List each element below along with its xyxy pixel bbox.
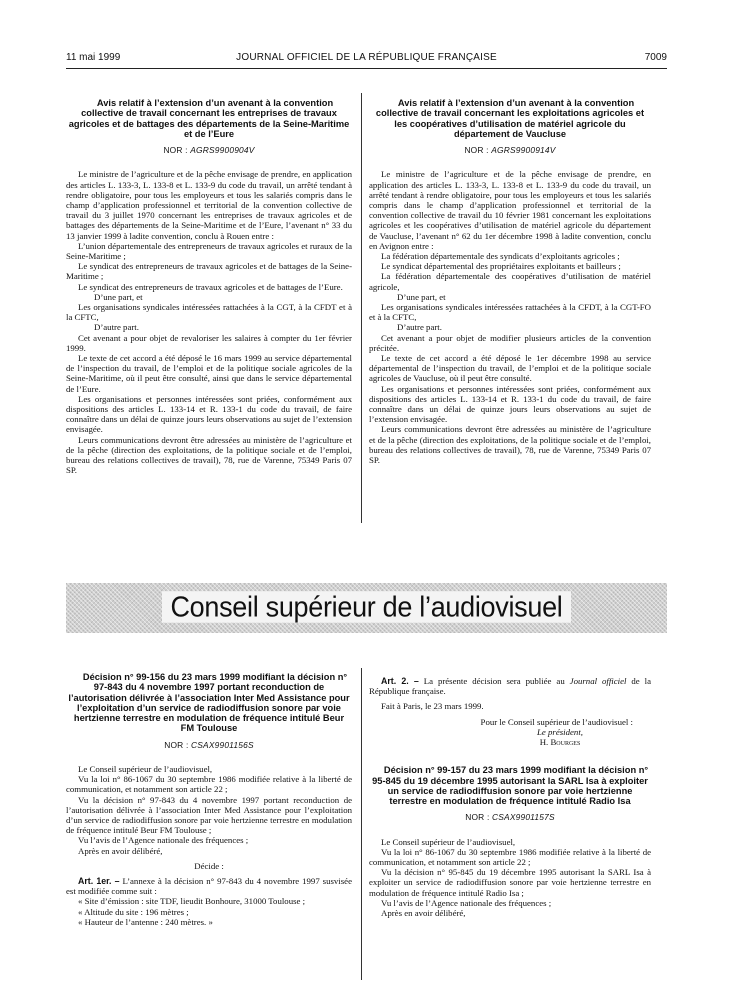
article-text: L’annexe à la décision n° 97-843 du 4 novembre 1997 susvisée est modifiée comme suit : <box>66 876 352 897</box>
paragraph: Les organisations syndicales intéressées rattachées à la CGT, à la CFDT et à la CFTC, <box>66 302 352 323</box>
paragraph: L’union départementale des entrepreneurs de travaux agricoles et ruraux de la Seine-Maritime ; <box>66 240 352 262</box>
paragraph: Vu l’avis de l’Agence nationale des fréquences ; <box>381 897 552 908</box>
avis-seine-maritime-eure <box>66 98 352 475</box>
nor-reference <box>369 145 651 155</box>
paragraph: Vu la décision n° 97-843 du 4 novembre 1997 portant reconduction de l’autorisation délivrée à l’association Inter Med Assistance pour l’exploitation d’un service de radiodiffusion sonore par voie hertzienne terrestre en modulation de fréquence intitulé Beur FM Toulouse ; <box>66 794 352 836</box>
header-date: 11 mai 1999 <box>66 52 121 63</box>
paragraph: Le Conseil supérieur de l’audiovisuel, <box>381 836 516 847</box>
paragraph: Après en avoir délibéré, <box>78 845 163 856</box>
paragraph: Cet avenant a pour objet de modifier plusieurs articles de la convention précitée. <box>369 332 651 353</box>
nor-code: AGRS9900904V <box>190 145 255 156</box>
decision-99-156 <box>66 672 352 927</box>
signature-for: Pour le Conseil supérieur de l’audiovisuel : <box>480 716 633 727</box>
avis-vaucluse <box>369 98 651 465</box>
paragraph: Les organisations et personnes intéressées sont priées, conformément aux dispositions des articles L. 133-14 et R. 133-1 du code du travail, de faire connaître dans un délai de quinze jours leurs observations au sujet de l’extension envisagée. <box>66 393 352 435</box>
page-header <box>66 52 667 68</box>
list-item: « Altitude du site : 196 mètres ; <box>78 906 189 917</box>
nor-label: NOR : <box>465 812 490 823</box>
paragraph: Vu la loi n° 86-1067 du 30 septembre 1986 modifiée relative à la liberté de communication, et notamment son article 22 ; <box>66 774 352 795</box>
paragraph: La fédération départementale des coopératives d’utilisation de matériel agricole, <box>369 271 651 292</box>
article-label: Art. 2. – <box>381 676 419 686</box>
paragraph: Le syndicat des entrepreneurs de travaux agricoles et de battages de la Seine-Maritime ; <box>66 261 352 282</box>
paragraph: La fédération départementale des syndicats d’exploitants agricoles ; <box>381 251 620 262</box>
paragraph: Le ministre de l’agriculture et de la pêche envisage de prendre, en application des articles L. 133-3, L. 133-8 et L. 133-9 du code du travail, un arrêté tendant à rendre obligatoire, pour tous les employeurs et tous les salariés compris dans le champ d’application professionnel et territorial de la convention collective de travail du 10 février 1981 concernant les exploitations agricoles et les coopératives d’utilisation de matériel agricole du département de Vaucluse, l’avenant n° 62 du 1er décembre 1998 à ladite convention, conclu en Avignon entre : <box>369 169 651 251</box>
nor-label: NOR : <box>464 145 489 156</box>
paragraph: Après en avoir délibéré, <box>381 908 466 919</box>
paragraph: Le texte de cet accord a été déposé le 1er décembre 1998 au service départemental de l’inspection du travail, de l’emploi et de la politique sociale agricoles de Vaucluse, où il peut être consulté. <box>369 353 651 384</box>
column-divider-top <box>361 93 362 523</box>
party-line: D’autre part. <box>397 322 442 333</box>
article-text: La présente décision sera publiée au <box>423 676 565 686</box>
journal-reference: Journal officiel <box>569 676 627 686</box>
nor-reference <box>66 145 352 155</box>
nor-code: CSAX9901156S <box>191 739 254 750</box>
article-label: Art. 1er. – <box>78 876 120 887</box>
article-2 <box>369 676 651 696</box>
header-journal-title: JOURNAL OFFICIEL DE LA RÉPUBLIQUE FRANÇAISE <box>236 52 497 63</box>
paragraph: Le syndicat des entrepreneurs de travaux agricoles et de battages de l’Eure. <box>78 281 343 292</box>
place-date: Fait à Paris, le 23 mars 1999. <box>381 701 484 712</box>
nor-label: NOR : <box>163 145 188 156</box>
nor-reference <box>66 740 352 750</box>
notice-title: Avis relatif à l’extension d’un avenant à la convention collective de travail concernant les entreprises de travaux agricoles et de battages des départements de la Seine-Maritime et de l’Eure <box>68 98 350 139</box>
party-line: D’autre part. <box>94 322 139 333</box>
paragraph: Le texte de cet accord a été déposé le 16 mars 1999 au service départemental de l’inspection du travail, de l’emploi et de la politique sociale agricoles de la Seine-Maritime, où il peut être consulté, ainsi que dans le service départemental de l’Eure. <box>66 353 352 394</box>
paragraph: Le Conseil supérieur de l’audiovisuel, <box>78 763 213 774</box>
paragraph: Vu l’avis de l’Agence nationale des fréquences ; <box>78 835 249 846</box>
party-line: D’une part, et <box>397 291 446 302</box>
list-item: « Hauteur de l’antenne : 240 mètres. » <box>78 916 213 927</box>
header-rule <box>66 68 667 69</box>
paragraph: Vu la décision n° 95-845 du 19 décembre 1995 autorisant la SARL Isa à exploiter un service de radiodiffusion sonore par voie hertzienne terrestre en modulation de fréquence intitulé Radio Isa ; <box>369 867 651 898</box>
signature-role: Le président, <box>537 726 583 737</box>
paragraph: Cet avenant a pour objet de revaloriser les salaires à compter du 1er février 1999. <box>66 332 352 353</box>
article-1 <box>66 876 352 896</box>
signature-name: H. Bourges <box>539 737 581 748</box>
section-title-text: Conseil supérieur de l’audiovisuel <box>162 591 570 623</box>
paragraph: Les organisations et personnes intéressées sont priées, conformément aux dispositions des articles L. 133-14 et R. 133-1 du code du travail, de faire connaître dans un délai de quinze jours leurs observations au sujet de l’extension envisagée. <box>369 383 651 425</box>
header-page-number: 7009 <box>644 52 667 63</box>
nor-label: NOR : <box>164 739 189 750</box>
notice-title: Avis relatif à l’extension d’un avenant à la convention collective de travail concernant les exploitations agricoles et les coopératives d’utilisation de matériel agricole du département de Vaucluse <box>375 98 645 139</box>
paragraph: Les organisations syndicales intéressées rattachées à la CFDT, à la CGT-FO et à la CFTC, <box>369 302 651 323</box>
column-divider-bottom <box>361 668 362 980</box>
section-title <box>66 591 667 624</box>
nor-code: AGRS9900914V <box>491 145 556 156</box>
decision-title: Décision n° 99-157 du 23 mars 1999 modifiant la décision n° 95-845 du 19 décembre 1995 autorisant la SARL Isa à exploiter un service de radiodiffusion sonore par voie hertzienne terrestre en modulation de fréquence intitulé Radio Isa <box>372 765 649 807</box>
paragraph: Le ministre de l’agriculture et de la pêche envisage de prendre, en application des articles L. 133-3, L. 133-8 et L. 133-9 du code du travail, un arrêté tendant à rendre obligatoire, pour tous les employeurs et tous les salariés compris dans le champ d’application professionnel et territorial de la convention collective de travail du 3 juillet 1970 concernant les entreprises de travaux agricoles et de battages des départements de la Seine-Maritime et de l’Eure, l’avenant n° 33 du 13 janvier 1999 à ladite convention, conclu à Rouen entre : <box>66 169 352 241</box>
paragraph: Vu la loi n° 86-1067 du 30 septembre 1986 modifiée relative à la liberté de communication, et notamment son article 22 ; <box>369 846 651 868</box>
paragraph: Le syndicat départemental des propriétaires exploitants et bailleurs ; <box>381 261 621 272</box>
paragraph: Leurs communications devront être adressées au ministère de l’agriculture et de la pêche (direction des exploitations, de la politique sociale et de l’emploi, bureau des relations collectives de travail), 78, rue de Varenne, 75349 Paris 07 SP. <box>369 424 651 466</box>
party-line: D’une part, et <box>94 291 143 302</box>
decide-line: Décide : <box>194 860 224 871</box>
decision-title: Décision n° 99-156 du 23 mars 1999 modifiant la décision n° 97-843 du 4 novembre 1997 portant reconduction de l’autorisation délivrée à l’association Inter Med Assistance pour l’exploitation d’un service de radiodiffusion sonore par voie hertzienne terrestre en modulation de fréquence intitulé Beur FM Toulouse <box>68 672 350 734</box>
article-text: de la République française. <box>369 676 651 697</box>
decision-99-156-continued <box>369 676 651 918</box>
paragraph: Leurs communications devront être adressées au ministère de l’agriculture et de la pêche (direction des exploitations, de la politique sociale et de l’emploi, bureau des relations collectives de travail), 78, rue de Varenne, 75349 Paris 07 SP. <box>66 434 352 476</box>
nor-reference <box>369 812 651 822</box>
section-banner <box>66 583 667 633</box>
list-item: « Site d’émission : site TDF, lieudit Bonhoure, 31000 Toulouse ; <box>78 896 306 907</box>
nor-code: CSAX9901157S <box>492 812 555 823</box>
